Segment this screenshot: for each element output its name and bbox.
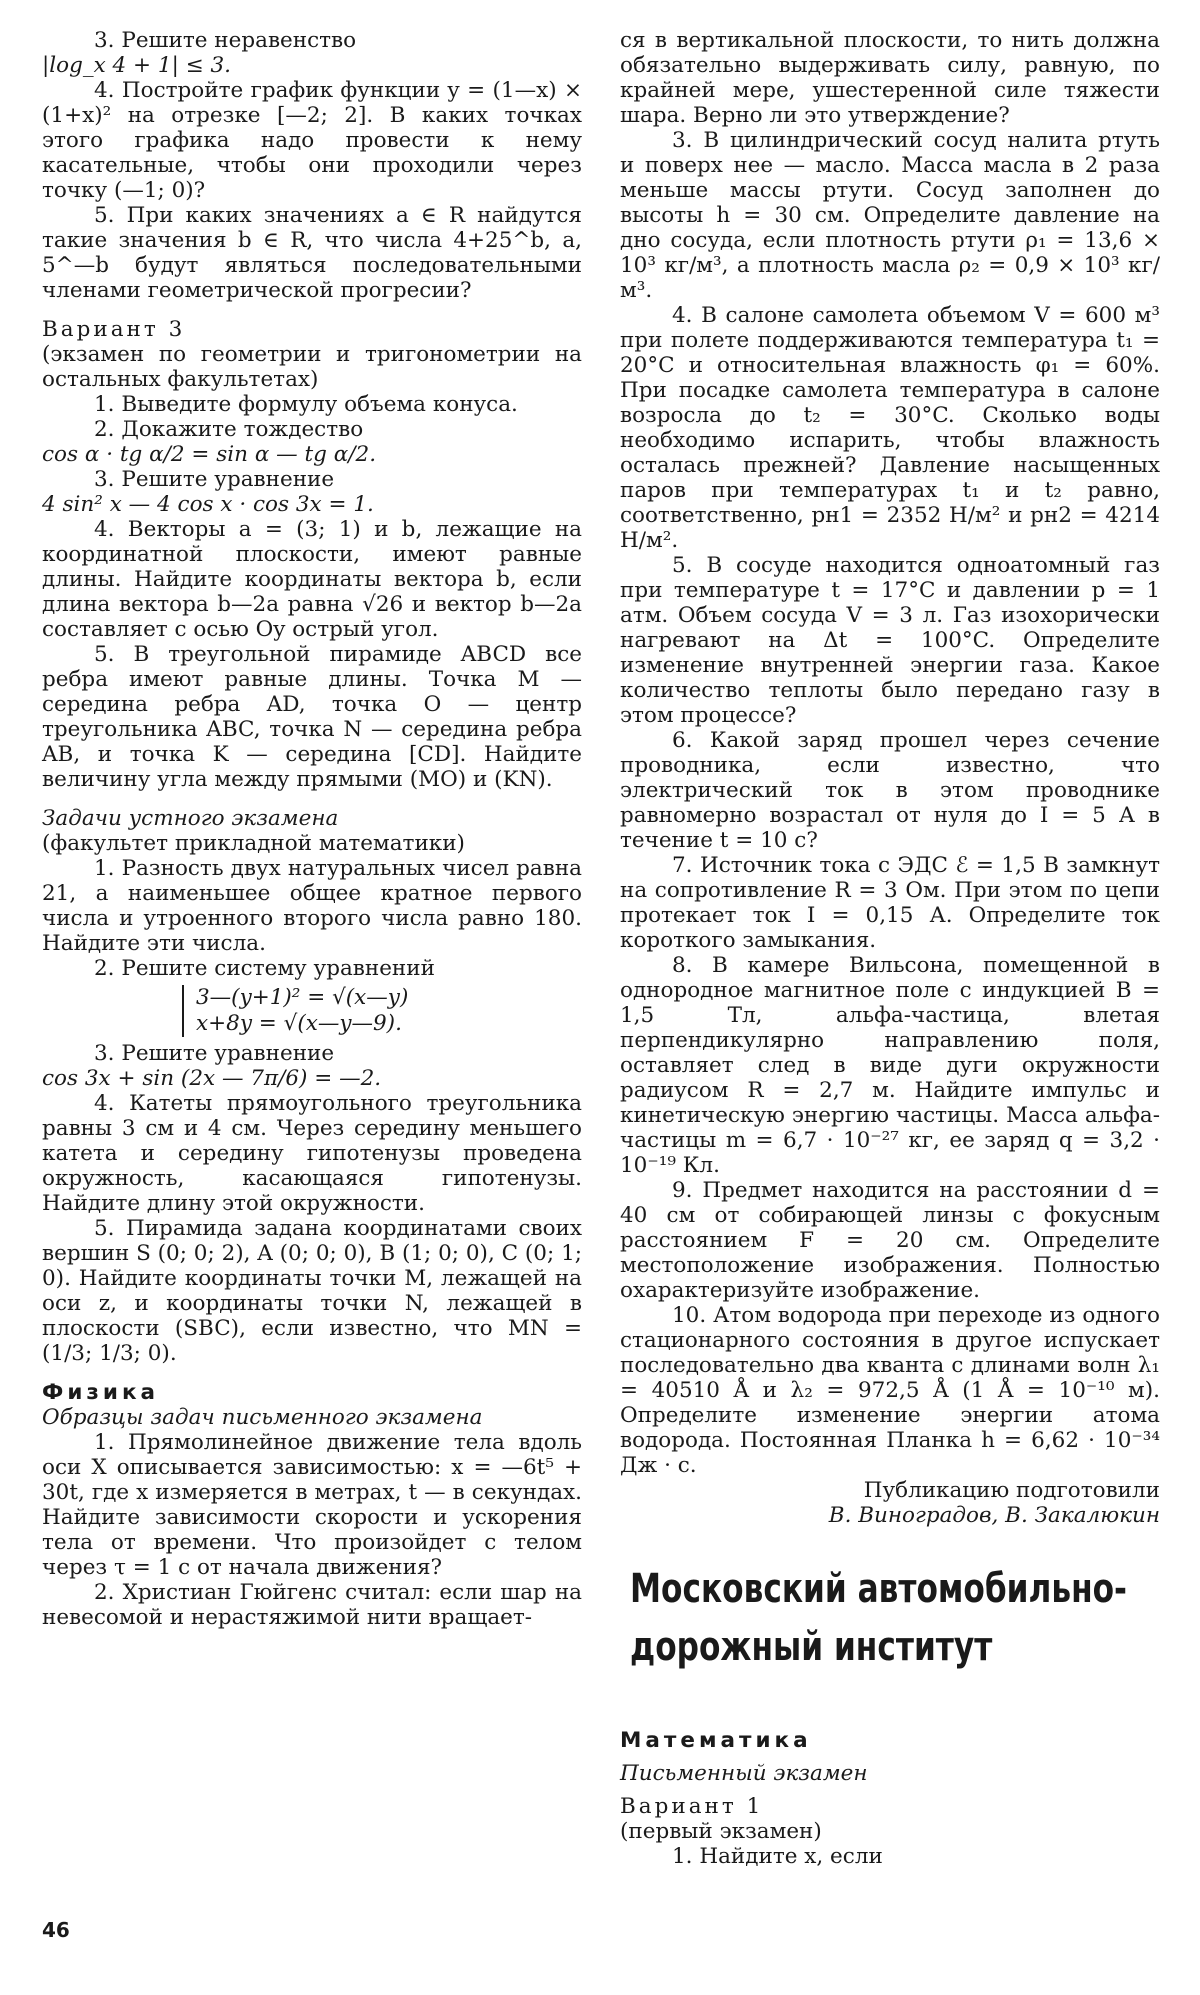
problem-text: 2. Докажите тождество bbox=[94, 417, 364, 442]
problem-text: 3. В цилиндрический сосуд налита ртуть и поверх нее — масло. Масса масла в 2 раза меньше массы ртути. Сосуд заполнен до высоты h = 30 см. Определите давление на дно сосуда, если плотность ртути ρ₁ = 13,6 × 10³ кг/м³, а плотность масла ρ₂ = 0,9 × 10³ кг/м³. bbox=[620, 128, 1160, 303]
problem-text: 5. В сосуде находится одноатомный газ при температуре t = 17°C и давлении p = 1 атм. Объем сосуда V = 3 л. Газ изохорически нагревают на Δt = 100°C. Определите изменение внутренней энергии газа. Какое количество теплоты было передано газу в этом процессе? bbox=[620, 553, 1160, 728]
institute-title: Московский автомобильно-дорожный институт bbox=[630, 1566, 1128, 1670]
problem-text: 4. Постройте график функции y = (1—x) × (1+x)² на отрезке [—2; 2]. В каких точках этого графика надо провести к нему касательные, чтобы они проходили через точку (—1; 0)? bbox=[42, 78, 582, 203]
formula: |log_x 4 + 1| ≤ 3. bbox=[42, 53, 232, 78]
problem-text: 5. При каких значениях a ∈ R найдутся такие значения b ∈ R, что числа 4+25^b, a, 5^—b будут являться последовательными членами геометрической прогресии? bbox=[42, 203, 582, 303]
variant-heading: Вариант 3 bbox=[42, 317, 186, 342]
formula: cos 3x + sin (2x — 7π/6) = —2. bbox=[42, 1066, 382, 1091]
problem-text: 4. В салоне самолета объемом V = 600 м³ при полете поддерживаются температура t₁ = 20°C и относительная влажность φ₁ = 60%. При посадке самолета температура в салоне возросла до t₂ = 30°C. Сколько воды необходимо испарить, чтобы влажность осталась прежней? Давление насыщенных паров при температурах t₁ и t₂ равно, соответственно, pн1 = 2352 Н/м² и pн2 = 4214 Н/м². bbox=[620, 303, 1160, 553]
problem-text: 1. Выведите формулу объема конуса. bbox=[94, 392, 518, 417]
problem-text: 2. Решите систему уравнений bbox=[94, 956, 435, 981]
formula: cos α · tg α/2 = sin α — tg α/2. bbox=[42, 442, 377, 467]
variant-heading: Вариант 1 bbox=[620, 1794, 764, 1819]
problem-text: 8. В камере Вильсона, помещенной в однородное магнитное поле с индукцией B = 1,5 Тл, альфа-частица, влетая перпендикулярно направлению поля, оставляет след в виде дуги окружности радиусом R = 2,7 м. Найдите импульс и кинетическую энергию частицы. Масса альфа-частицы m = 6,7 · 10⁻²⁷ кг, ее заряд q = 3,2 · 10⁻¹⁹ Кл. bbox=[620, 953, 1160, 1178]
problem-text: 5. В треугольной пирамиде ABCD все ребра имеют равные длины. Точка M — середина ребра AD, точка O — центр треугольника ABC, точка N — середина ребра AB, и точка K — середина [CD]. Найдите величину угла между прямыми (MO) и (KN). bbox=[42, 642, 582, 792]
problem-text: 3. Решите уравнение bbox=[94, 467, 335, 492]
variant-subtitle: (экзамен по геометрии и тригонометрии на остальных факультетах) bbox=[42, 342, 582, 392]
subject-heading: Физика bbox=[42, 1380, 160, 1405]
problem-text: 2. Христиан Гюйгенс считал: если шар на невесомой и нерастяжимой нити вращает- bbox=[42, 1580, 582, 1630]
publication-credit: Публикацию подготовили bbox=[863, 1478, 1160, 1503]
section-heading: Письменный экзамен bbox=[620, 1761, 868, 1786]
problem-text: 4. Векторы a = (3; 1) и b, лежащие на координатной плоскости, имеют равные длины. Найдите координаты вектора b, если длина вектора b—2a равна √26 и вектор b—2a составляет с осью Oy острый угол. bbox=[42, 517, 582, 642]
section-heading: Задачи устного экзамена bbox=[42, 806, 339, 831]
subject-heading: Математика bbox=[620, 1728, 812, 1753]
problem-text: 1. Найдите x, если bbox=[672, 1844, 883, 1869]
problem-text: 1. Прямолинейное движение тела вдоль оси X описывается зависимостью: x = —6t⁵ + 30t, где x измеряется в метрах, t — в секундах. Найдите зависимости скорости и ускорения тела от времени. Что произойдет с телом через τ = 1 с от начала движения? bbox=[42, 1430, 582, 1580]
page-number: 46 bbox=[42, 1918, 70, 1942]
problem-text: 1. Разность двух натуральных чисел равна 21, а наименьшее общее кратное первого числа и утроенного второго числа равно 180. Найдите эти числа. bbox=[42, 856, 582, 956]
problem-text: 5. Пирамида задана координатами своих вершин S (0; 0; 2), A (0; 0; 0), B (1; 0; 0), C (0; 1; 0). Найдите координаты точки M, лежащей на оси z, и координаты точки N, лежащей в плоскости (SBC), если известно, что MN = (1/3; 1/3; 0). bbox=[42, 1216, 582, 1366]
problem-text: 10. Атом водорода при переходе из одного стационарного состояния в другое испускает последовательно два кванта с длинами волн λ₁ = 40510 Å и λ₂ = 972,5 Å (1 Å = 10⁻¹⁰ м). Определите изменение энергии атома водорода. Постоянная Планка h = 6,62 · 10⁻³⁴ Дж · с. bbox=[620, 1303, 1160, 1478]
problem-text: ся в вертикальной плоскости, то нить должна обязательно выдерживать силу, равную, по крайней мере, ушестеренной силе тяжести шара. Верно ли это утверждение? bbox=[620, 28, 1160, 128]
section-heading: Образцы задач письменного экзамена bbox=[42, 1405, 483, 1430]
equation-line: x+8y = √(x—y—9). bbox=[196, 1011, 402, 1036]
problem-text: 3. Решите неравенство bbox=[94, 28, 357, 53]
problem-text: 4. Катеты прямоугольного треугольника равны 3 см и 4 см. Через середину меньшего катета и середину гипотенузы проведена окружность, касающаяся гипотенузы. Найдите длину этой окружности. bbox=[42, 1091, 582, 1216]
problem-text: 9. Предмет находится на расстоянии d = 40 см от собирающей линзы с фокусным расстоянием F = 20 см. Определите местоположение изображения. Полностью охарактеризуйте изображение. bbox=[620, 1178, 1160, 1303]
problem-text: 6. Какой заряд прошел через сечение проводника, если известно, что электрический ток в этом проводнике равномерно возрастал от нуля до I = 5 А в течение t = 10 с? bbox=[620, 728, 1160, 853]
problem-text: 3. Решите уравнение bbox=[94, 1041, 335, 1066]
right-column bbox=[620, 28, 1160, 1869]
equation-system bbox=[182, 985, 582, 1037]
left-column bbox=[42, 28, 582, 1630]
formula: 4 sin² x — 4 cos x · cos 3x = 1. bbox=[42, 492, 374, 517]
equation-line: 3—(y+1)² = √(x—y) bbox=[196, 985, 409, 1010]
variant-subtitle: (первый экзамен) bbox=[620, 1819, 822, 1844]
section-subtitle: (факультет прикладной математики) bbox=[42, 831, 465, 856]
authors: В. Виноградов, В. Закалюкин bbox=[828, 1503, 1160, 1528]
problem-text: 7. Источник тока с ЭДС ℰ = 1,5 В замкнут на сопротивление R = 3 Ом. При этом по цепи протекает ток I = 0,15 А. Определите ток короткого замыкания. bbox=[620, 853, 1160, 953]
